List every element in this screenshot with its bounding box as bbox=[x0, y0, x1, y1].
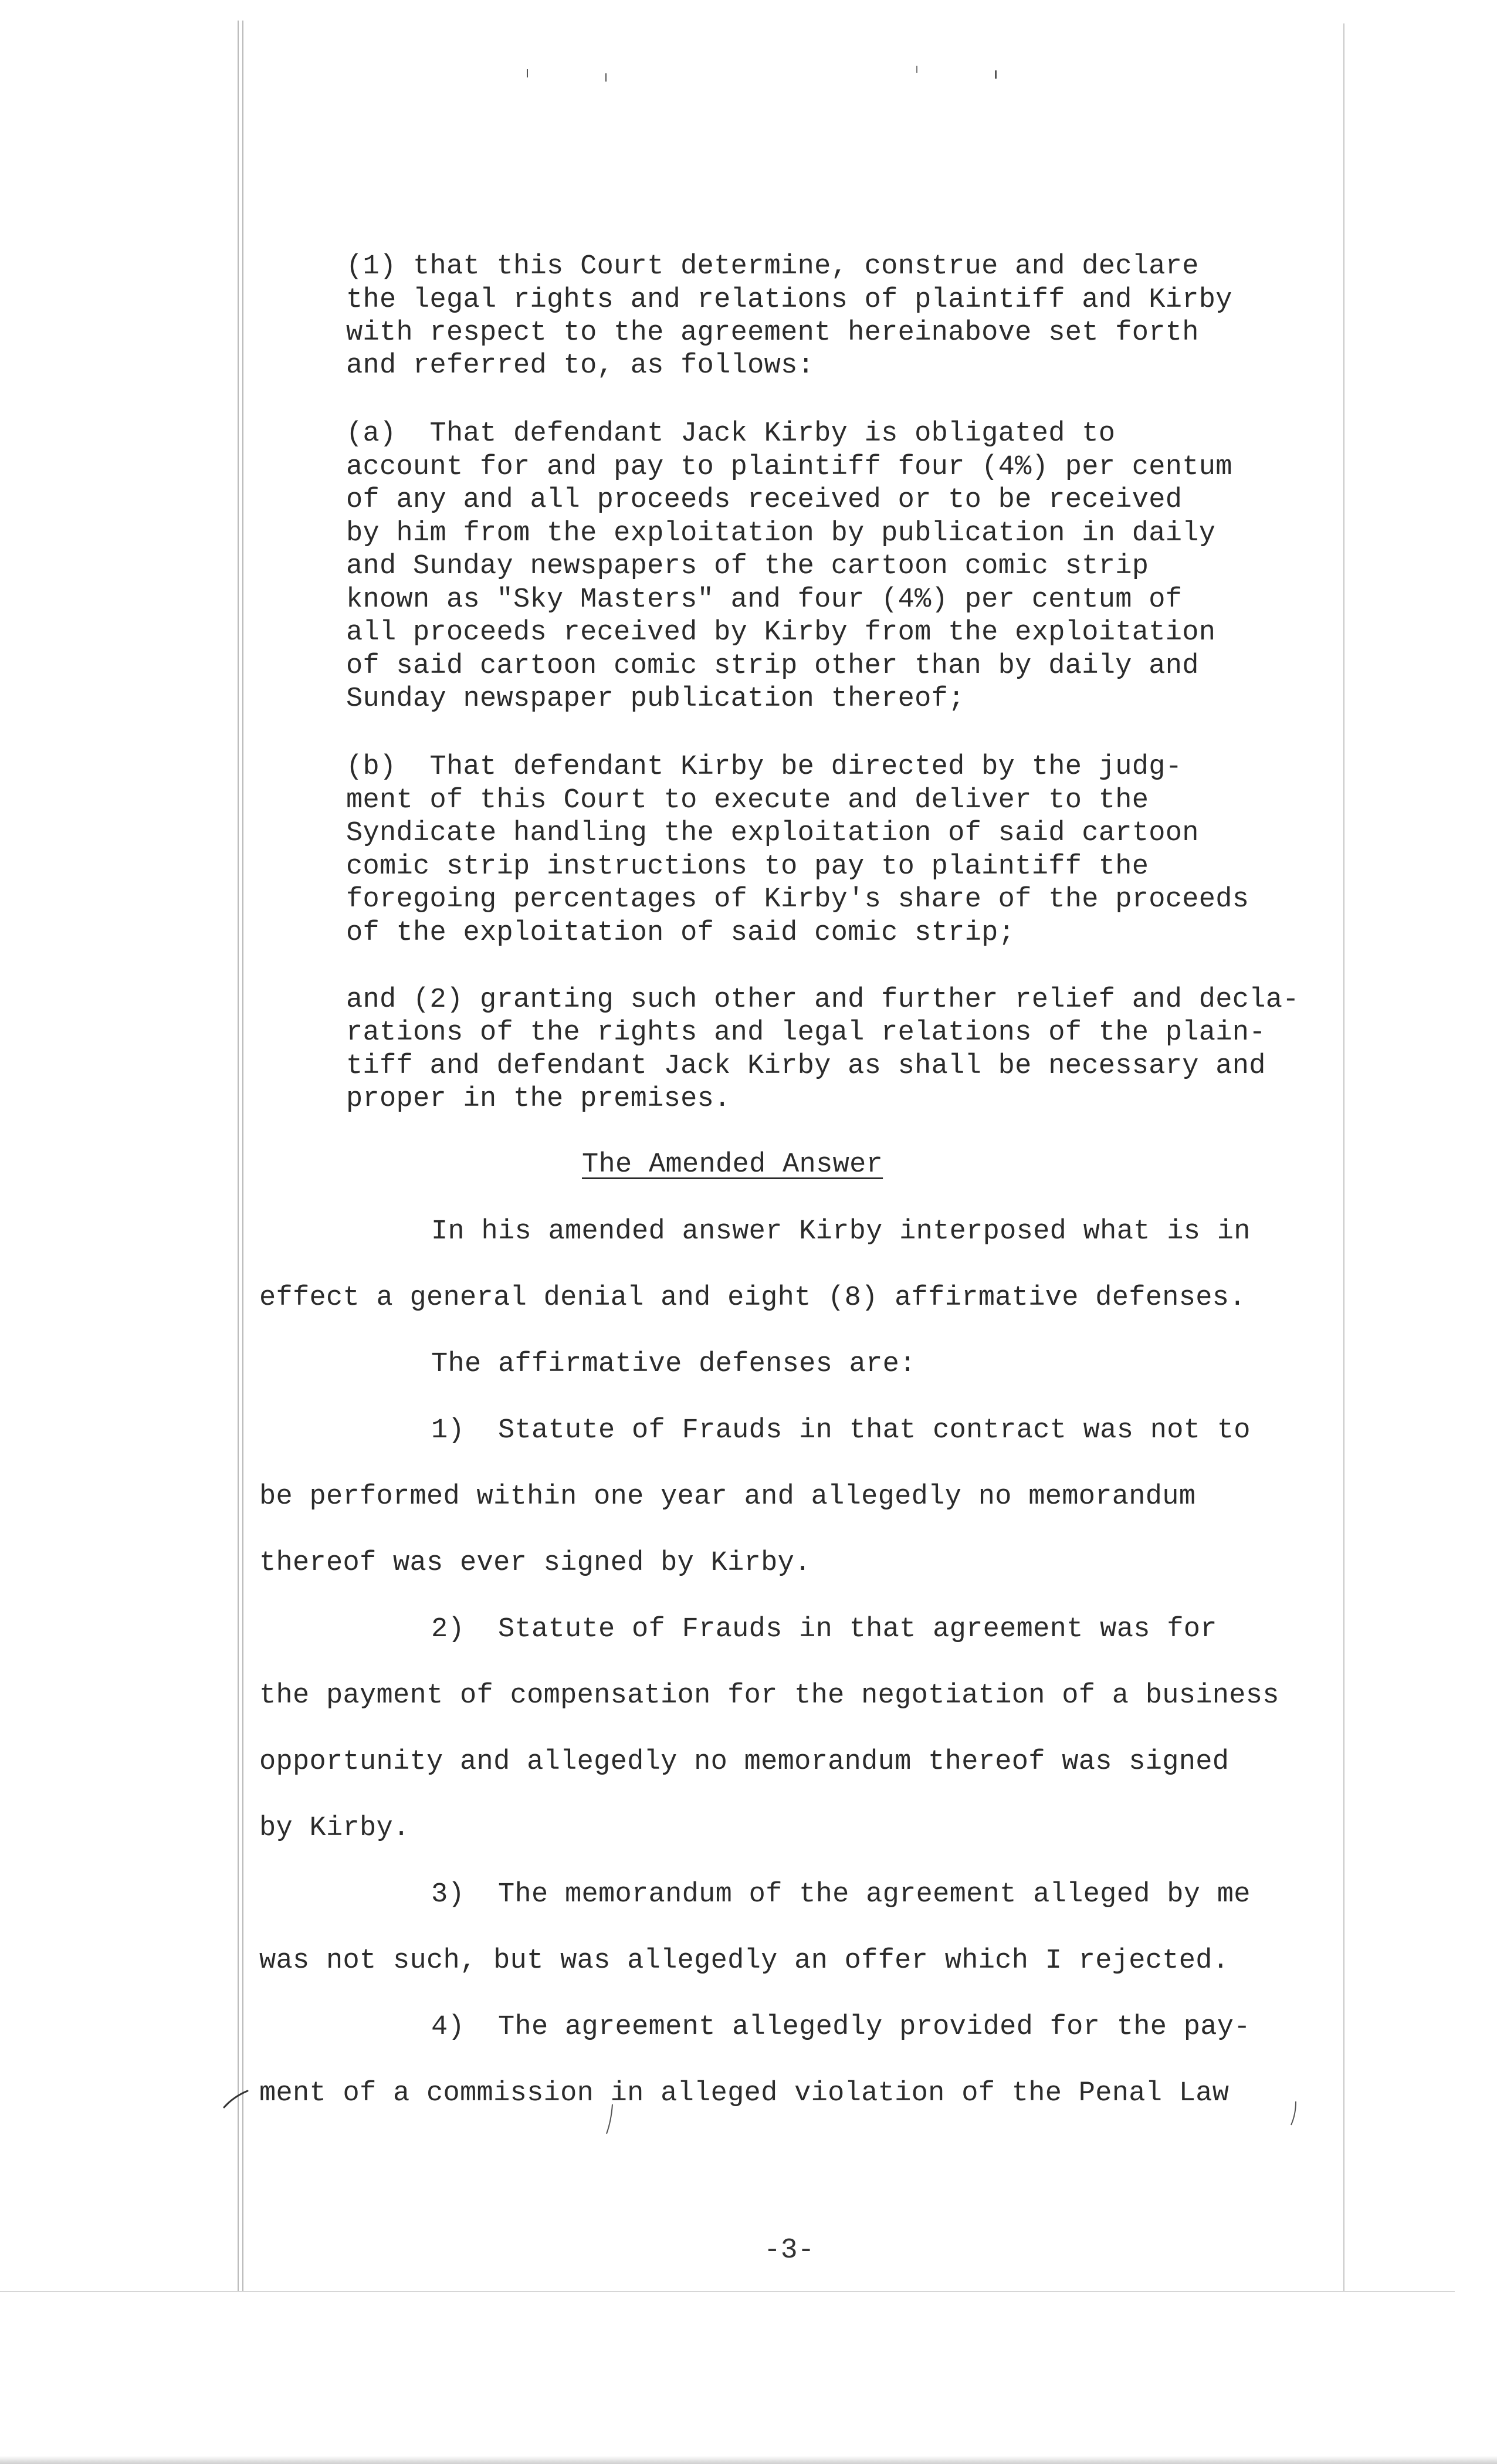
checkmark-icon bbox=[222, 2089, 251, 2112]
clause-a-line: of any and all proceeds received or to be received bbox=[346, 485, 1183, 516]
clause-b-line: of the exploitation of said comic strip; bbox=[346, 918, 1015, 949]
body-line: effect a general denial and eight (8) affirmative defenses. bbox=[259, 1282, 1246, 1314]
body-line: was not such, but was allegedly an offer which I rejected. bbox=[259, 1945, 1230, 1976]
body-line: In his amended answer Kirby interposed what is in bbox=[431, 1216, 1251, 1247]
body-line: be performed within one year and allegedly no memorandum bbox=[259, 1481, 1196, 1512]
handwritten-comma-mark bbox=[604, 2103, 616, 2135]
clause-a-line: by him from the exploitation by publication in daily bbox=[346, 518, 1216, 549]
clause-a-line: (a) That defendant Jack Kirby is obligated to bbox=[346, 418, 1116, 449]
clause-b-line: Syndicate handling the exploitation of said cartoon bbox=[346, 818, 1199, 849]
handwritten-comma-mark bbox=[1288, 2100, 1299, 2127]
clause-a-line: Sunday newspaper publication thereof; bbox=[346, 683, 965, 715]
body-line: thereof was ever signed by Kirby. bbox=[259, 1548, 811, 1579]
body-line: 2) Statute of Frauds in that agreement was for bbox=[431, 1614, 1217, 1645]
body-line: the payment of compensation for the negotiation of a business bbox=[259, 1680, 1279, 1711]
clause-2-line: rations of the rights and legal relations of the plain- bbox=[346, 1017, 1266, 1048]
left-margin-rule-inner bbox=[242, 21, 243, 2291]
stray-mark bbox=[916, 66, 917, 73]
scan-edge bbox=[0, 2456, 1497, 2464]
body-line: ment of a commission in alleged violation of the Penal Law bbox=[259, 2078, 1230, 2109]
clause-a-line: account for and pay to plaintiff four (4%) per centum bbox=[346, 452, 1232, 483]
clause-a-line: of said cartoon comic strip other than by daily and bbox=[346, 651, 1199, 682]
prayer-intro-line: the legal rights and relations of plaintiff and Kirby bbox=[346, 285, 1232, 316]
clause-a-line: all proceeds received by Kirby from the exploitation bbox=[346, 617, 1216, 648]
clause-b-line: foregoing percentages of Kirby's share of the proceeds bbox=[346, 884, 1249, 915]
clause-b-line: comic strip instructions to pay to plaintiff the bbox=[346, 851, 1149, 882]
body-line: 4) The agreement allegedly provided for the pay- bbox=[431, 2012, 1251, 2043]
prayer-intro-line: (1) that this Court determine, construe and declare bbox=[346, 251, 1199, 282]
body-line: by Kirby. bbox=[259, 1813, 410, 1844]
clause-2-line: and (2) granting such other and further relief and decla- bbox=[346, 984, 1299, 1016]
right-margin-rule bbox=[1343, 23, 1344, 2291]
body-line: 1) Statute of Frauds in that contract was not to bbox=[431, 1415, 1251, 1446]
clause-2-line: proper in the premises. bbox=[346, 1084, 731, 1115]
body-line: 3) The memorandum of the agreement alleged by me bbox=[431, 1879, 1251, 1910]
section-heading: The Amended Answer bbox=[582, 1149, 883, 1180]
prayer-intro-line: and referred to, as follows: bbox=[346, 350, 815, 381]
clause-b-line: (b) That defendant Kirby be directed by the judg- bbox=[346, 752, 1183, 783]
clause-b-line: ment of this Court to execute and deliver to the bbox=[346, 785, 1149, 816]
stray-mark bbox=[995, 70, 997, 79]
clause-a-line: known as "Sky Masters" and four (4%) per centum of bbox=[346, 584, 1183, 615]
body-line: opportunity and allegedly no memorandum thereof was signed bbox=[259, 1747, 1230, 1778]
bottom-margin-rule bbox=[0, 2291, 1455, 2292]
stray-mark bbox=[527, 69, 528, 77]
body-line: The affirmative defenses are: bbox=[431, 1349, 916, 1380]
stray-mark bbox=[605, 73, 607, 82]
page-number: -3- bbox=[764, 2235, 815, 2266]
prayer-intro-line: with respect to the agreement hereinabove set forth bbox=[346, 317, 1199, 348]
clause-2-line: tiff and defendant Jack Kirby as shall be necessary and bbox=[346, 1051, 1266, 1082]
left-margin-rule-outer bbox=[238, 21, 239, 2291]
clause-a-line: and Sunday newspapers of the cartoon comic strip bbox=[346, 551, 1149, 582]
